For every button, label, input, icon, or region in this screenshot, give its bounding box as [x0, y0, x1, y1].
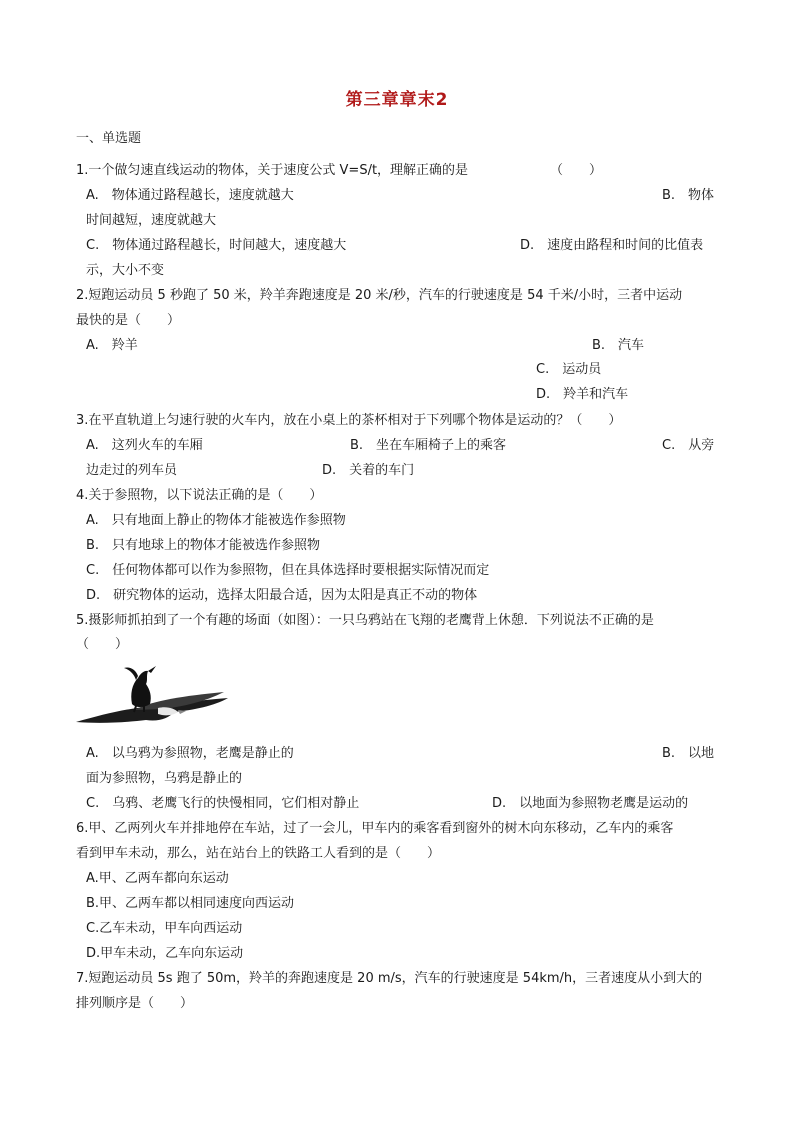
- question-2-option-c: C. 运动员: [536, 362, 602, 377]
- question-2-option-d: D. 羚羊和汽车: [536, 387, 629, 402]
- question-5-answer-paren: （ ）: [76, 637, 129, 652]
- question-3-option-d: D. 关着的车门: [322, 463, 415, 478]
- page-title: 第三章章末2: [345, 90, 449, 110]
- question-5-option-b-continued: 面为参照物，乌鸦是静止的: [86, 771, 243, 786]
- question-1-option-c: C. 物体通过路程越长，时间越大，速度越大: [86, 238, 347, 253]
- question-4-option-d: D. 研究物体的运动，选择太阳最合适，因为太阳是真正不动的物体: [86, 588, 478, 603]
- question-3-option-b: B. 坐在车厢椅子上的乘客: [350, 438, 507, 453]
- question-5-option-b: B. 以地: [662, 746, 715, 761]
- question-1-option-b-continued: 时间越短，速度就越大: [86, 213, 217, 228]
- question-2-option-b: B. 汽车: [592, 338, 645, 353]
- question-7-stem: 7.短跑运动员 5s 跑了 50m，羚羊的奔跑速度是 20 m/s，汽车的行驶速度是 54km/h，三者速度从小到大的: [76, 971, 703, 986]
- question-4-option-b: B. 只有地球上的物体才能被选作参照物: [86, 538, 321, 553]
- question-2-stem: 2.短跑运动员 5 秒跑了 50 米，羚羊奔跑速度是 20 米/秒，汽车的行驶速度是 54 千米/小时，三者中运动: [76, 288, 683, 303]
- question-4-option-c: C. 任何物体都可以作为参照物，但在具体选择时要根据实际情况而定: [86, 563, 490, 578]
- question-2-option-a: A. 羚羊: [86, 338, 138, 353]
- question-3-option-c-continued: 边走过的列车员: [86, 463, 178, 478]
- question-5-option-a: A. 以乌鸦为参照物，老鹰是静止的: [86, 746, 294, 761]
- question-4-stem: 4.关于参照物，以下说法正确的是（ ）: [76, 488, 323, 503]
- question-2-stem-continued: 最快的是（ ）: [76, 313, 181, 328]
- question-5-option-c: C. 乌鸦、老鹰飞行的快慢相同，它们相对静止: [86, 796, 360, 811]
- question-6-stem: 6.甲、乙两列火车并排地停在车站，过了一会儿，甲车内的乘客看到窗外的树木向东移动，乙车内的乘客: [76, 821, 674, 836]
- question-6-option-a: A.甲、乙两车都向东运动: [86, 871, 229, 886]
- question-1-answer-paren: （ ）: [550, 163, 603, 178]
- question-3-stem: 3.在平直轨道上匀速行驶的火车内，放在小桌上的茶杯相对于下列哪个物体是运动的？（ ）: [76, 413, 622, 428]
- question-3-option-a: A. 这列火车的车厢: [86, 438, 203, 453]
- question-7-stem-continued: 排列顺序是（ ）: [76, 996, 194, 1011]
- question-5-stem: 5.摄影师抓拍到了一个有趣的场面（如图）：一只乌鸦站在飞翔的老鹰背上休憩．下列说法不正确的是: [76, 613, 654, 628]
- question-1-option-d-continued: 示，大小不变: [86, 263, 165, 278]
- question-1-stem: 1.一个做匀速直线运动的物体，关于速度公式 V=S/t，理解正确的是: [76, 163, 469, 178]
- crow-on-eagle-image: [74, 662, 230, 732]
- question-6-option-b: B.甲、乙两车都以相同速度向西运动: [86, 896, 295, 911]
- question-1-option-d: D. 速度由路程和时间的比值表: [520, 238, 704, 253]
- question-1-option-b: B. 物体: [662, 188, 715, 203]
- question-5-option-d: D. 以地面为参照物老鹰是运动的: [492, 796, 689, 811]
- question-3-option-c: C. 从旁: [662, 438, 715, 453]
- question-6-option-d: D.甲车未动，乙车向东运动: [86, 946, 244, 961]
- question-6-stem-continued: 看到甲车未动，那么，站在站台上的铁路工人看到的是（ ）: [76, 846, 441, 861]
- question-4-option-a: A. 只有地面上静止的物体才能被选作参照物: [86, 513, 346, 528]
- question-6-option-c: C.乙车未动，甲车向西运动: [86, 921, 243, 936]
- question-1-option-a: A. 物体通过路程越长，速度就越大: [86, 188, 294, 203]
- section-heading: 一、单选题: [76, 131, 142, 146]
